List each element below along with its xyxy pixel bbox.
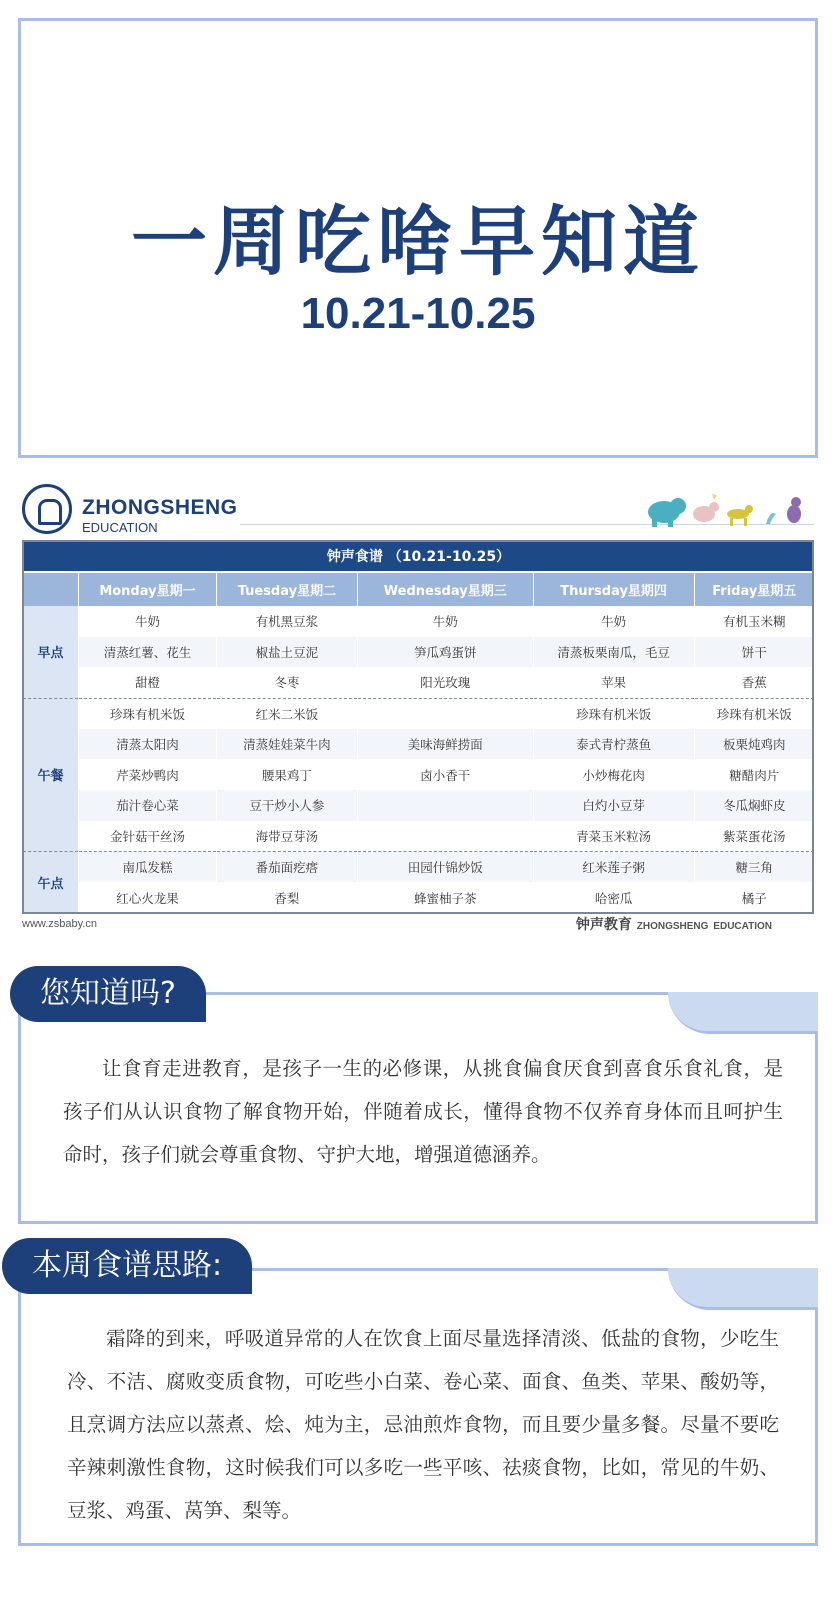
brand-name: ZHONGSHENG (82, 496, 238, 519)
menu-image (0, 470, 834, 940)
menu-cell: 珍珠有机米饭 (694, 698, 814, 729)
day-header: Friday星期五 (694, 572, 814, 606)
brand-subtitle: EDUCATION (82, 520, 158, 535)
footer-brand-en: ZHONGSHENG (636, 921, 709, 932)
footer-brand-cn: 钟声教育 (575, 917, 632, 933)
footer-url: www.zsbaby.cn (22, 918, 97, 930)
menu-cell: 笋瓜鸡蛋饼 (357, 637, 533, 668)
menu-cell: 红米莲子粥 (533, 852, 694, 883)
menu-cell: 牛奶 (533, 606, 694, 637)
menu-cell (357, 821, 533, 852)
meal-label: 早点 (23, 606, 79, 698)
card-corner-decoration (668, 992, 818, 1034)
menu-cell: 紫菜蛋花汤 (694, 821, 814, 852)
menu-cell (357, 790, 533, 821)
menu-cell: 腰果鸡丁 (216, 759, 357, 790)
brand-header (22, 480, 282, 540)
menu-cell: 珍珠有机米饭 (79, 698, 217, 729)
menu-cell: 阳光玫瑰 (357, 667, 533, 698)
menu-cell: 茄汁卷心菜 (79, 790, 217, 821)
menu-cell: 清蒸太阳肉 (79, 729, 217, 760)
menu-cell (357, 698, 533, 729)
menu-cell: 红心火龙果 (79, 882, 217, 913)
menu-cell: 金针菇干丝汤 (79, 821, 217, 852)
menu-cell: 白灼小豆芽 (533, 790, 694, 821)
menu-cell: 小炒梅花肉 (533, 759, 694, 790)
menu-cell: 板栗炖鸡肉 (694, 729, 814, 760)
menu-idea-tag: 本周食谱思路: (2, 1238, 252, 1294)
menu-cell: 有机黑豆浆 (216, 606, 357, 637)
menu-cell: 田园什锦炒饭 (357, 852, 533, 883)
menu-cell: 冬枣 (216, 667, 357, 698)
menu-cell: 苹果 (533, 667, 694, 698)
menu-cell: 哈密瓜 (533, 882, 694, 913)
menu-cell: 清蒸娃娃菜牛肉 (216, 729, 357, 760)
footer-brand-en-sub: EDUCATION (713, 921, 772, 932)
menu-cell: 牛奶 (79, 606, 217, 637)
did-you-know-text: 让食育走进教育，是孩子一生的必修课，从挑食偏食厌食到喜食乐食礼食，是孩子们从认识食物了解食物开始，伴随着成长，懂得食物不仅养育身体而且呵护生命时，孩子们就会尊重食物、守护大地，增强道德涵养。 (63, 1057, 783, 1166)
menu-cell: 橘子 (694, 882, 814, 913)
day-header: Thursday星期四 (533, 572, 694, 606)
menu-cell: 美味海鲜捞面 (357, 729, 533, 760)
menu-cell: 南瓜发糕 (79, 852, 217, 883)
did-you-know-tag: 您知道吗? (10, 966, 206, 1022)
menu-cell: 牛奶 (357, 606, 533, 637)
did-you-know-card (18, 992, 818, 1224)
animals-illustration-icon (642, 488, 812, 528)
day-header: Tuesday星期二 (216, 572, 357, 606)
card-corner-decoration (668, 1268, 818, 1310)
menu-cell: 糖三角 (694, 852, 814, 883)
menu-cell: 甜橙 (79, 667, 217, 698)
menu-cell: 饼干 (694, 637, 814, 668)
day-header: Monday星期一 (79, 572, 217, 606)
corner-header (23, 572, 79, 606)
menu-cell: 番茄面疙瘩 (216, 852, 357, 883)
menu-cell: 泰式青柠蒸鱼 (533, 729, 694, 760)
school-logo-icon (22, 484, 72, 534)
menu-cell: 海带豆芽汤 (216, 821, 357, 852)
menu-cell: 香蕉 (694, 667, 814, 698)
menu-cell: 蜂蜜柚子茶 (357, 882, 533, 913)
menu-cell: 芹菜炒鸭肉 (79, 759, 217, 790)
weekly-menu-table (22, 540, 814, 913)
footer-brand (576, 914, 772, 934)
hero-card (18, 18, 818, 458)
menu-cell: 冬瓜焖虾皮 (694, 790, 814, 821)
menu-idea-card (18, 1268, 818, 1546)
menu-cell: 珍珠有机米饭 (533, 698, 694, 729)
menu-cell: 清蒸板栗南瓜，毛豆 (533, 637, 694, 668)
menu-cell: 清蒸红薯、花生 (79, 637, 217, 668)
meal-label: 午餐 (23, 698, 79, 851)
menu-cell: 卤小香干 (357, 759, 533, 790)
menu-caption: 钟声食谱 （10.21-10.25） (23, 540, 815, 572)
menu-cell: 糖醋肉片 (694, 759, 814, 790)
day-header: Wednesday星期三 (357, 572, 533, 606)
menu-cell: 有机玉米糊 (694, 606, 814, 637)
menu-cell: 青菜玉米粒汤 (533, 821, 694, 852)
menu-cell: 红米二米饭 (216, 698, 357, 729)
meal-label: 午点 (23, 852, 79, 913)
menu-idea-text: 霜降的到来，呼吸道异常的人在饮食上面尽量选择清淡、低盐的食物，少吃生冷、不洁、腐败变质食物，可吃些小白菜、卷心菜、面食、鱼类、苹果、酸奶等，且烹调方法应以蒸煮、烩、炖为主，忌油煎炸食物，而且要少量多餐。尽量不要吃辛辣刺激性食物，这时候我们可以多吃一些平咳、祛痰食物，比如，常见的牛奶、豆浆、鸡蛋、莴笋、梨等。 (67, 1327, 779, 1522)
menu-cell: 香梨 (216, 882, 357, 913)
hero-title: 一周吃啥早知道 (131, 197, 705, 286)
menu-cell: 椒盐土豆泥 (216, 637, 357, 668)
menu-cell: 豆干炒小人参 (216, 790, 357, 821)
hero-date-range: 10.21-10.25 (300, 289, 536, 338)
